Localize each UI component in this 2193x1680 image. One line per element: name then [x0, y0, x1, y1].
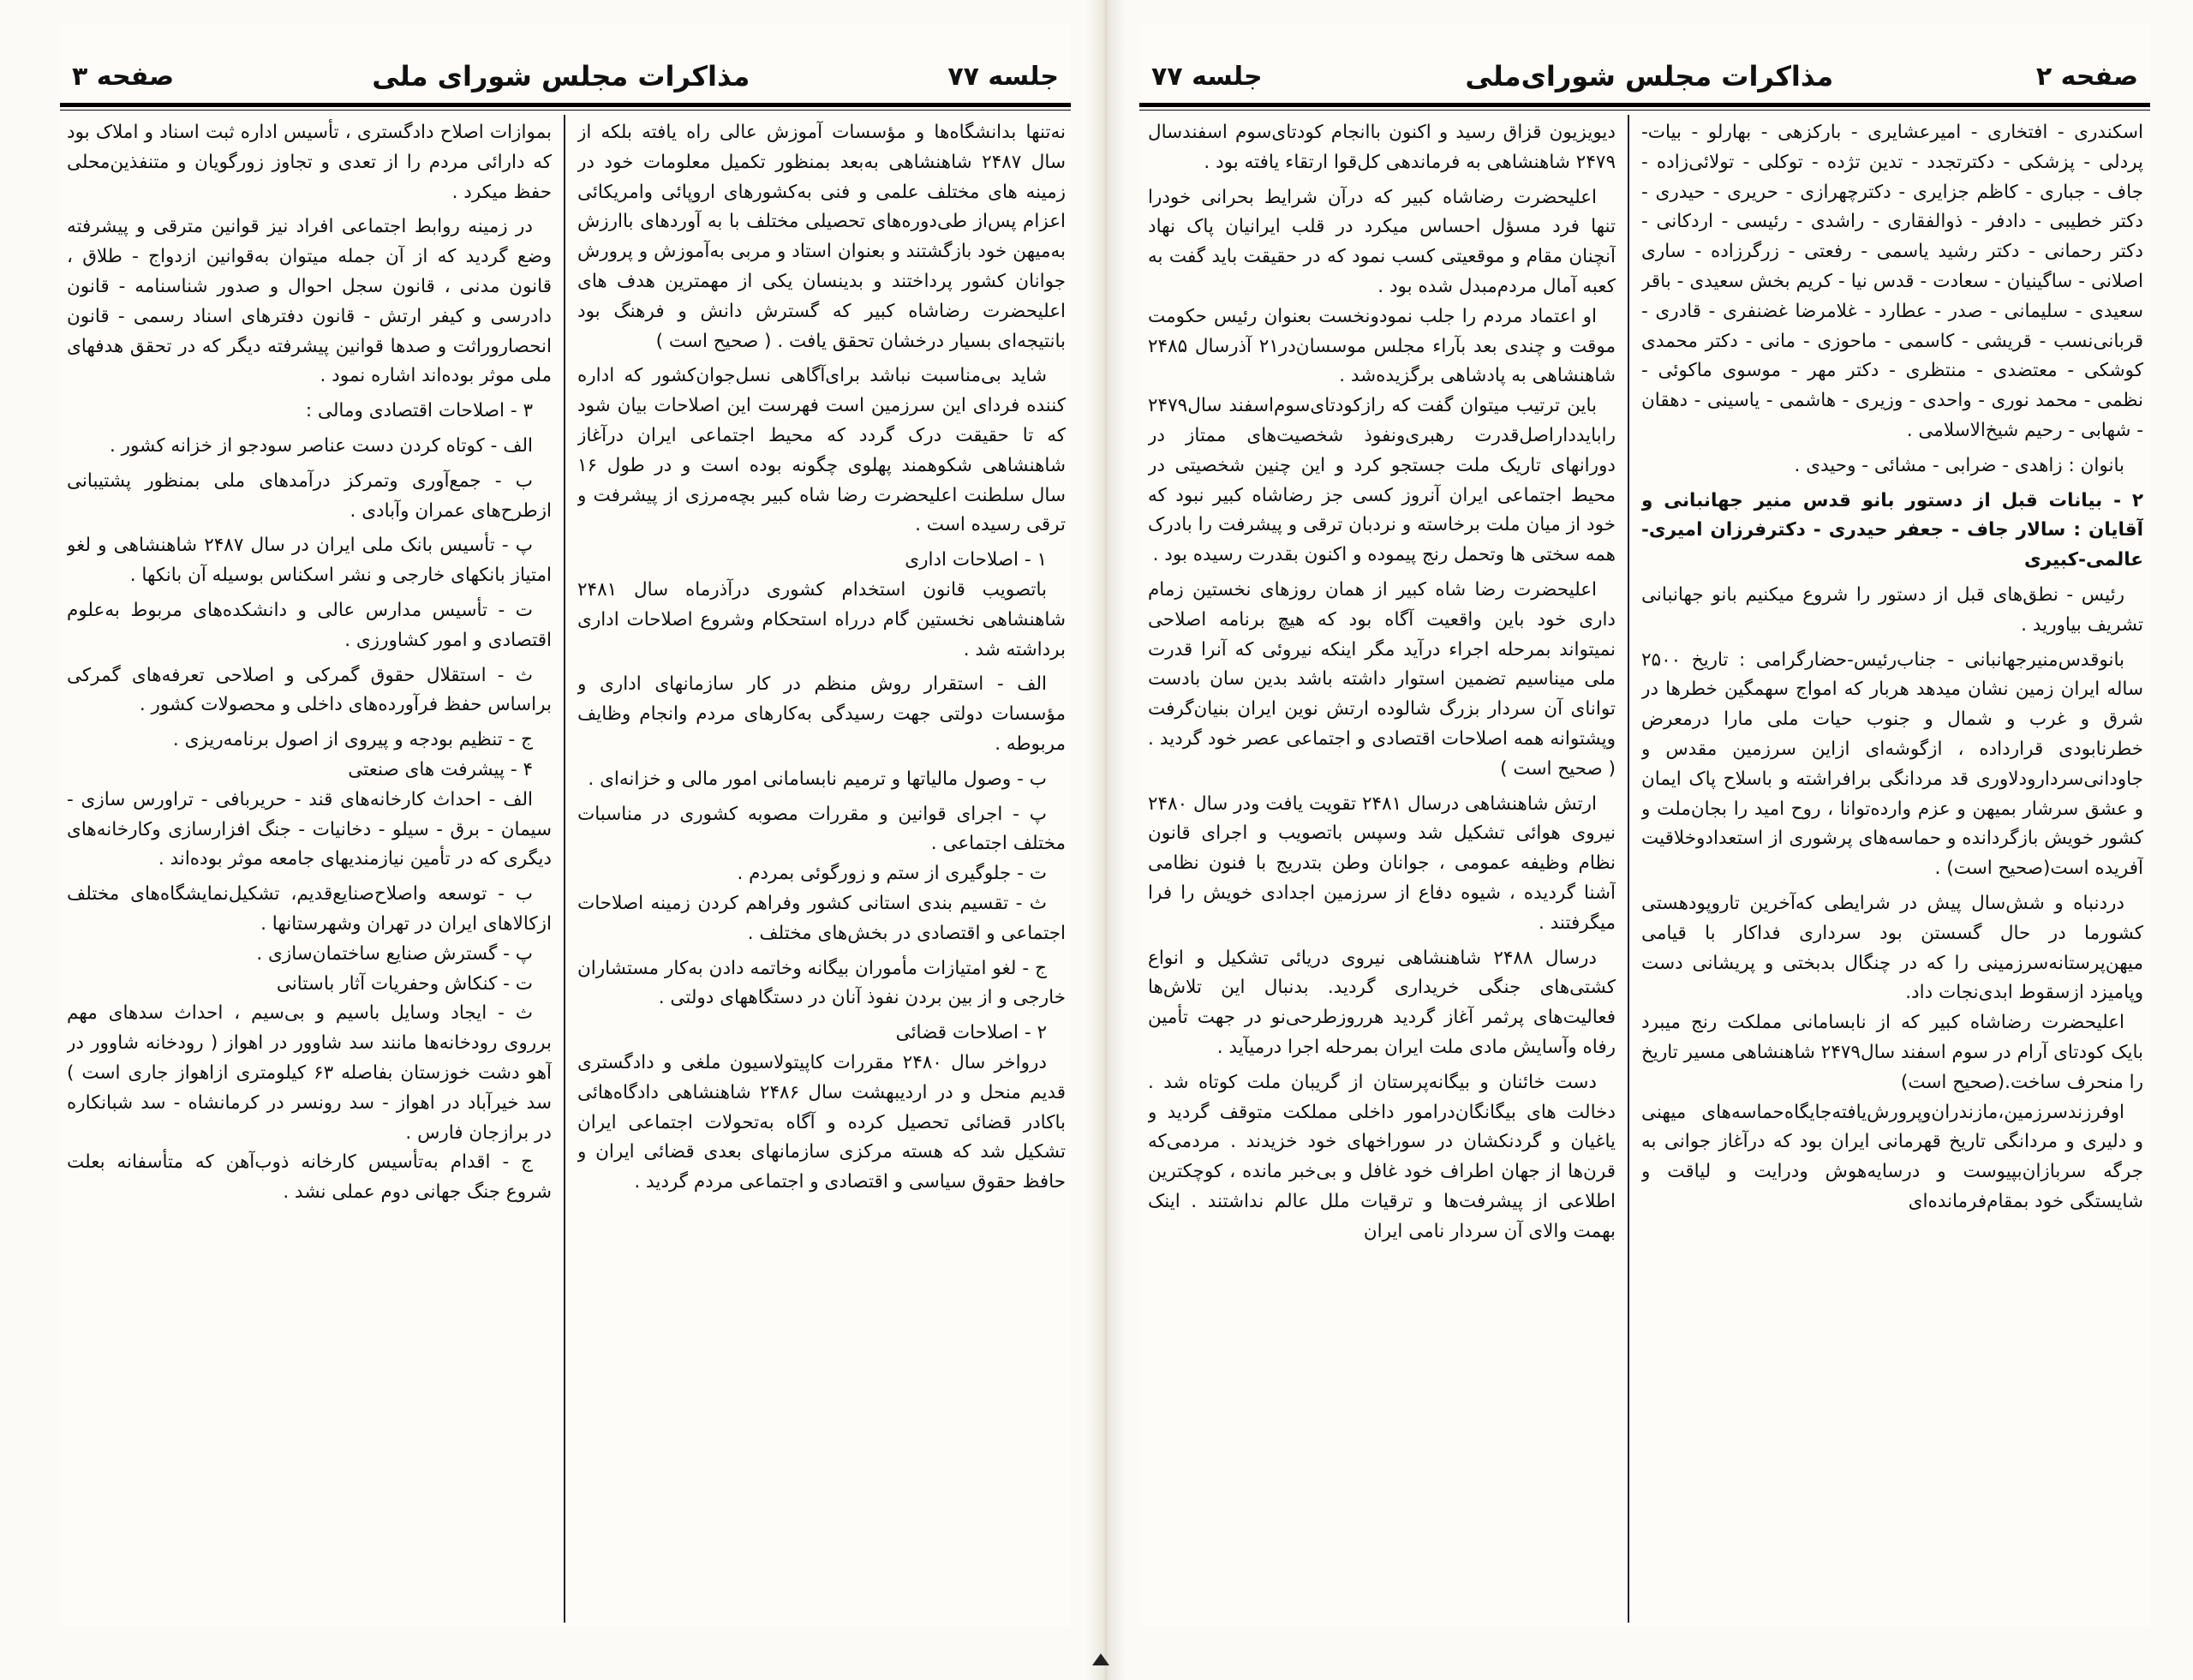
speech-paragraph: دردنباه و شش‌سال پیش در شرایطی که‌آخرین تاروپودهستی کشورما در حال گسستن بود سرداری فداکار با قیامی میهن‌پرستانه‌سرزمینی را که در چنگال بدبختی و پریشانی دست وپامیزد ازسقوط ابدی‌نجات داد.: [1641, 892, 2143, 1004]
header-rule: [60, 103, 1071, 107]
list-item: الف - احداث کارخانه‌های قند - حریربافی - تراورس سازی - سیمان - برق - سیلو - دخانیات - جنگ افزارسازی وکارخانه‌های دیگری که در تأمین نیازمندیهای جامعه موثر بوده‌اند .: [67, 788, 552, 870]
journal-title: مذاکرات مجلس شورای ملی: [372, 60, 750, 93]
journal-title: مذاکرات مجلس شورای‌ملی: [1465, 60, 1834, 93]
list-item: ج - لغو امتیازات مأموران بیگانه وخاتمه دادن به‌کار مستشاران خارجی و از بین بردن نفوذ آنان در دستگاههای دولتی .: [577, 957, 1066, 1009]
column-divider: [564, 115, 565, 1623]
text-column-right: [577, 118, 1066, 1617]
page-header: [60, 50, 1071, 103]
section-heading: ۱ - اصلاحات اداری: [905, 549, 1047, 571]
list-item: ب - جمع‌آوری وتمرکز درآمدهای ملی بمنظور پشتیبانی ازطرح‌های عمران وآبادی .: [67, 469, 552, 522]
paragraph: باتصویب قانون استخدام کشوری درآذرماه سال ۲۴۸۱ شاهنشاهی نخستین گام درراه استحکام وشروع اصلاحات اداری برداشته شد .: [577, 578, 1066, 661]
list-item: پ - تأسیس بانک ملی ایران در سال ۲۴۸۷ شاهنشاهی و لغو امتیاز بانکهای خارجی و نشر اسکناس بوسیله آن بانکها .: [67, 535, 552, 587]
page-3: [60, 24, 1071, 1626]
list-item: ت - جلوگیری از ستم و زورگوئی بمردم .: [737, 863, 1047, 885]
page-number: صفحه ۲: [2035, 61, 2138, 92]
list-item: پ - اجرای قوانین و مقررات مصوبه کشوری در مناسبات مختلف اجتماعی .: [577, 803, 1066, 855]
book-spine: [1086, 0, 1126, 1680]
session-label: جلسه ۷۷: [947, 61, 1059, 92]
agenda-heading: ۲ - بیانات قبل از دستور بانو قدس منیر جهانبانی و آقایان : سالار جاف - جعفر حیدری - دکترفرزان امیری-عالمی-کبیری: [1641, 489, 2143, 571]
speech-paragraph: اعلیحضرت رضاشاه کبیر که درآن شرایط بحرانی خودرا تنها فرد مسؤل احساس میکرد در قلب ایرانیان پاک نهاد آنچنان مقام و موقعیتی کسب نمود که در حقیقت باید گفت به کعبه آمال مردم‌مبدل شده بود .: [1148, 186, 1616, 297]
list-item: ج - اقدام به‌تأسیس کارخانه ذوب‌آهن که متأسفانه بعلت شروع جنگ جهانی دوم عملی نشد .: [67, 1151, 552, 1204]
paragraph: شاید بی‌مناسبت نباشد برای‌آگاهی نسل‌جوان‌کشور که اداره کننده فردای این سرزمین است فهرست این اصلاحات بیان شود که تا حقیقت درک گردد که محیط اجتماعی ایران درآغاز شاهنشاهی شکوهمند پهلوی چگونه بوده است و در طول ۱۶ سال سلطنت اعلیحضرت رضا شاه کبیر بچه‌مرزی از پیشرفت و ترقی رسیده است .: [577, 365, 1066, 536]
speech-paragraph: درسال ۲۴۸۸ شاهنشاهی نیروی دریائی تشکیل و انواع کشتی‌های جنگی خریداری گردید. بدنبال این تلاش‌ها فعالیت‌های پرثمر آغاز گردید هرروزطرحی‌نو در جهت تأمین رفاه وآسایش مادی ملت ایران بمرحله اجرا درمیآید .: [1148, 947, 1616, 1058]
header-rule-thin: [1139, 110, 2150, 111]
speech-paragraph: او اعتماد مردم را جلب نمودونخست بعنوان رئیس حکومت موقت و چندی بعد بآراء مجلس موسسان‌در۲۱ آذرسال ۲۴۸۵ شاهنشاهی به پادشاهی برگزیده‌شد .: [1148, 305, 1616, 387]
page-header: [1139, 50, 2150, 103]
section-heading: ۴ - پیشرفت های صنعتی: [348, 758, 533, 780]
page-number: صفحه ۳: [72, 61, 175, 92]
speech-paragraph: اعلیحضرت رضا شاه کبیر از همان روزهای نخستین زمام داری خود باین واقعیت آگاه بود که هیچ برنامه اصلاحی نمیتواند بمرحله اجراء درآید مگر اینکه نیروئی که آنرا قدرت ملی میناسیم تضمین استوار داشته باشد بدین سان بادست توانای آن سردار بزرگ شالوده ارتش نوین ایران بنیان‌گرفت وپشتوانه همه اصلاحات اقتصادی و اجتماعی عصر خود گردید . ( صحیح است ): [1148, 578, 1616, 780]
section-heading: ۲ - اصلاحات قضائی: [895, 1022, 1047, 1044]
binding-mark: [1092, 1653, 1109, 1665]
list-item: ب - توسعه واصلاح‌صنایع‌قدیم، تشکیل‌نمایشگاه‌های مختلف ازکالاهای ایران در تهران وشهرستانها .: [67, 883, 552, 935]
list-item: الف - استقرار روش منظم در کار سازمانهای اداری و مؤسسات دولتی جهت رسیدگی به‌کارهای مردم وانجام وظایف مربوطه .: [577, 673, 1066, 755]
speech-paragraph: باین ترتیب میتوان گفت که رازکودتای‌سوم‌اسفند سال۲۴۷۹ رابایدداراصل‌قدرت رهبری‌ونفوذ شخصیت‌های ممتاز در دورانهای تاریک ملت جستجو کرد و این چنین شخصیتی در محیط اجتماعی ایران آنروز کسی جز رضاشاه کبیر نبود که خود از میان ملت برخاسته و نردبان ترقی و پیشرفت را بادرک همه سختی ها وتحمل رنج پیموده و اکنون بقدرت رسیده بود .: [1148, 395, 1616, 566]
attendee-list: اسکندری - افتخاری - امیرعشایری - بارکزهی - بهارلو - بیات-پردلی - پزشکی - دکترتجدد - تدین تژده - توکلی - تولائی‌زاده - جاف - جباری - کاظم جزایری - دکترچهرازی - حریری - حیدری - دکتر خطیبی - دادفر - ذوالفقاری - راشدی - رئیسی - اردکانی - دکتر رحمانی - دکتر رشید یاسمی - رفعتی - زرگرزاده - ساری اصلانی - ساگینیان - سعادت - قدس نیا - کریم بخش سعیدی - باقر سعیدی - سلیمانی - صدر - عطارد - غلامرضا غضنفری - قادری - قربانی‌نسب - قریشی - کاسمی - ماحوزی - مانی - دکتر محمدی کوشکی - معتضدی - منتظری - دکتر مهر - موسوی ماکوئی - نظمی - محمد نوری - واحدی - وزیری - هاشمی - یاسینی - دهقان - شهابی - رحیم شیخ‌الاسلامی .: [1641, 122, 2143, 441]
list-item: ث - استقلال حقوق گمرکی و اصلاحی تعرفه‌های گمرکی براساس حفظ فرآورده‌های داخلی و محصولات کشور .: [67, 664, 552, 716]
paragraph: بموازات اصلاح دادگستری ، تأسیس اداره ثبت اسناد و املاک بود که دارائی مردم را از تعدی و تجاوز زورگویان و متنفذین‌محلی حفظ میکرد .: [67, 122, 552, 203]
list-item: ت - کنکاش وحفریات آثار باستانی: [276, 972, 533, 995]
list-item: پ - گسترش صنایع ساختمان‌سازی .: [256, 942, 533, 965]
speech-paragraph: اعلیحضرت رضاشاه کبیر که از نابسامانی مملکت رنج میبرد بایک کودتای آرام در سوم اسفند سال۲۴۷۹ شاهنشاهی مسیر تاریخ را منحرف ساخت.(صحیح است): [1641, 1012, 2143, 1093]
speech-paragraph: دست خائنان و بیگانه‌پرستان از گریبان ملت کوتاه شد . دخالت های بیگانگان‌درامور داخلی مملکت متوقف گردید و یاغیان و گردنکشان در سوراخهای خود خزیدند . مردمی‌که قرن‌ها از جهان اطراف خود غافل و بی‌خبر مانده ، کوچکترین اطلاعی از پیشرفت‌ها و ترقیات ملل عالم نداشتند . اینک بهمت والای آن سردار نامی ایران: [1148, 1071, 1616, 1242]
session-label: جلسه ۷۷: [1151, 61, 1263, 92]
list-item: ت - تأسیس مدارس عالی و دانشکده‌های مربوط به‌علوم اقتصادی و امور کشاورزی .: [67, 599, 552, 651]
list-item: ج - تنظیم بودجه و پیروی از اصول برنامه‌ریزی .: [172, 729, 533, 751]
header-rule-thin: [60, 110, 1071, 111]
list-item: ث - تقسیم بندی استانی کشور وفراهم کردن زمینه اصلاحات اجتماعی و اقتصادی در بخش‌های مختلف .: [577, 892, 1066, 944]
header-rule: [1139, 103, 2150, 107]
text-column-right: [1641, 118, 2143, 1617]
list-item: الف - کوتاه کردن دست عناصر سودجو از خزانه کشور .: [110, 434, 533, 457]
paragraph: نه‌تنها بدانشگاه‌ها و مؤسسات آموزش عالی راه یافته بلکه از سال ۲۴۸۷ شاهنشاهی به‌بعد بمنظور تکمیل معلومات خود در زمینه های مختلف علمی و فنی به‌کشورهای اروپائی وامریکائی اعزام پس‌از طی‌دوره‌های تحصیلی مختلف با به آوردهای باارزش به‌میهن خود بازگشتند و بعنوان استاد و مربی به‌آموزش و پرورش جوانان کشور پرداختند و بدینسان یکی از مهمترین هدف های اعلیحضرت رضاشاه کبیر که گسترش دانش و فرهنگ بود بانتیجه‌ای بسیار درخشان تحقق یافت . ( صحیح است ): [577, 122, 1066, 352]
column-divider: [1628, 115, 1629, 1623]
paragraph: درواخر سال ۲۴۸۰ مقررات کاپیتولاسیون ملغی و دادگستری قدیم منحل و در اردیبهشت سال ۲۴۸۶ شاهنشاهی دادگاه‌هائی باکادر قضائی تحصیل کرده و آگاه به‌تحولات اجتماعی ایران تشکیل شد که هسته مرکزی سازمانهای بعدی قضائی ایران و حافظ حقوق سیاسی و اقتصادی و اجتماعی مردم گردید .: [577, 1051, 1066, 1193]
women-members: بانوان : زاهدی - ضرابی - مشائی - وحیدی .: [1794, 454, 2124, 476]
list-item: ث - ایجاد وسایل باسیم و بی‌سیم ، احداث سدهای مهم برروی رودخانه‌ها مانند سد شاوور در اهواز ( رودخانه شاوور در آهو دشت خوزستان بفاصله ۶۳ کیلومتری ازاهواز جاری است ) سد خیرآباد در اهواز - سد رونسر در کرمانشاه - سد شبانکاره در برازجان فارس .: [67, 1002, 552, 1144]
paragraph: در زمینه روابط اجتماعی افراد نیز قوانین مترقی و پیشرفته وضع گردید که از آن جمله میتوان به‌قوانین ازدواج - طلاق ، قانون مدنی ، قانون سجل احوال و صدور شناسنامه - قانون دادرسی و کیفر ارتش - قانون دفترهای اسناد رسمی - قانون انحصاروراثت و صدها قوانین پیشرفته دیگر که در تحقق هدفهای ملی موثر بوده‌اند اشاره نمود .: [67, 216, 552, 387]
speech-paragraph: دیویزیون قزاق رسید و اکنون باانجام کودتای‌سوم اسفندسال ۲۴۷۹ شاهنشاهی به فرماندهی کل‌قوا ارتقاء یافته بود .: [1148, 122, 1616, 173]
list-item: ب - وصول مالیاتها و ترمیم نابسامانی امور مالی و خزانه‌ای .: [588, 768, 1047, 790]
page-2: [1139, 24, 2150, 1626]
text-column-left: [67, 118, 552, 1617]
section-heading: ۳ - اصلاحات اقتصادی ومالی :: [305, 400, 533, 422]
speech-paragraph: اوفرزندسرزمین،مازندران‌وپرورش‌یافته‌جایگاه‌حماسه‌های میهنی و دلیری و مردانگی تاریخ قهرمانی ایران بود که درآغاز جوانی به جرگه سربازان‌بپیوست و درسایه‌هوش ودرایت و لیاقت و شایستگی خود بمقام‌فرمانده‌ای: [1641, 1101, 2143, 1212]
speech-paragraph: ارتش شاهنشاهی درسال ۲۴۸۱ تقویت یافت ودر سال ۲۴۸۰ نیروی هوائی تشکیل شد وسپس باتصویب و اجرای قانون نظام وظیفه عمومی ، جوانان وطن بتدریج با فنون نظامی آشنا گردیده ، شیوه دفاع از سرزمین اجدادی خویش را فرا میگرفتند .: [1148, 792, 1616, 934]
text-column-left: [1148, 118, 1616, 1617]
speech-paragraph: بانوقدس‌منیرجهانبانی - جناب‌رئیس-حضارگرامی : تاریخ ۲۵۰۰ ساله ایران زمین نشان میدهد هربار که امواج سهمگین خطرها در شرق و غرب و شمال و جنوب حیات ملی مارا درمعرض خطرنابودی قرارداده ، ازگوشه‌ای ازاین سرزمین مقدس و جاودانی‌سردارودلاوری قد مردانگی برافراشته و باسلاح پاک ایمان و عشق سرشار بمیهن و عزم وارده‌توانا ، روح امید را بجان‌ملت و کشور خویش بازگردانده و حماسه‌های پرشوری از استعدادوخلاقیت آفریده است(صحیح است) .: [1641, 649, 2143, 880]
speaker-remark: رئیس - نطق‌های قبل از دستور را شروع میکنیم بانو جهانبانی تشریف بیاورید .: [1641, 583, 2143, 636]
